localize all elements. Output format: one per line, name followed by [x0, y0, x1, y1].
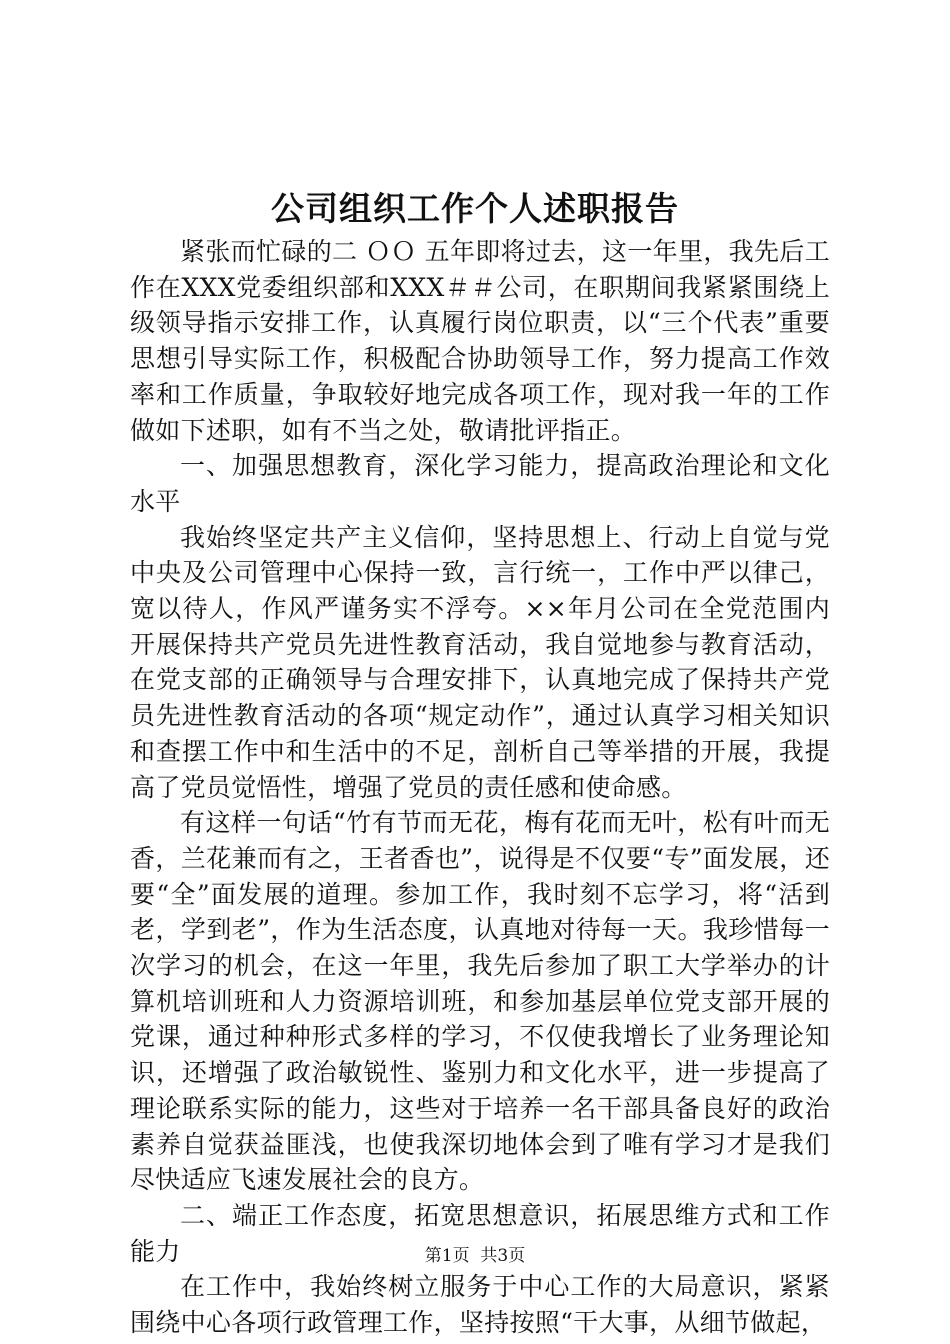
paragraph-work-attitude: 在工作中，我始终树立服务于中心工作的大局意识，紧紧围绕中心各项行政管理工作，坚持按照“干大事，从细节做起，: [130, 1272, 830, 1338]
page-footer: [0, 1244, 950, 1268]
document-body: [130, 234, 830, 1341]
paragraph-intro: 紧张而忙碌的二 ＯＯ 五年即将过去，这一年里，我先后工作在XXX党委组织部和XXX＃＃公司，在职期间我紧紧围绕上级领导指示安排工作，认真履行岗位职责，以“三个代表”重要思想引导实际工作，积极配合协助领导工作，努力提高工作效率和工作质量，争取较好地完成各项工作，现对我一年的工作做如下述职，如有不当之处，敬请批评指正。: [130, 237, 830, 445]
document-title: 公司组织工作个人述职报告: [271, 189, 679, 228]
page-total: 共3页: [480, 1246, 526, 1266]
paragraph-learning: 有这样一句话“竹有节而无花，梅有花而无叶，松有叶而无香，兰花兼而有之，王者香也”，说得是不仅要“专”面发展，还要“全”面发展的道理。参加工作，我时刻不忘学习，将“活到老，学到老”，作为生活态度，认真地对待每一天。我珍惜每一次学习的机会，在这一年里，我先后参加了职工大学举办的计算机培训班和人力资源培训班，和参加基层单位党支部开展的党课，通过种种形式多样的学习，不仅使我增长了业务理论知识，还增强了政治敏锐性、鉴别力和文化水平，进一步提高了理论联系实际的能力，这些对于培养一名干部具备良好的政治素养自觉获益匪浅，也使我深切地体会到了唯有学习才是我们尽快适应飞速发展社会的良方。: [130, 808, 830, 1195]
section-heading-1: 一、加强思想教育，深化学习能力，提高政治理论和文化水平: [130, 451, 830, 516]
section-heading-2: 二、端正工作态度，拓宽思想意识，拓展思维方式和工作能力: [130, 1200, 830, 1266]
paragraph-ideology: 我始终坚定共产主义信仰，坚持思想上、行动上自觉与党中央及公司管理中心保持一致，言行统一，工作中严以律己，宽以待人，作风严谨务实不浮夸。××年月公司在全党范围内开展保持共产党员先进性教育活动，我自觉地参与教育活动，在党支部的正确领导与合理安排下，认真地完成了保持共产党员先进性教育活动的各项“规定动作”，通过认真学习相关知识和查摆工作中和生活中的不足，剖析自己等举措的开展，我提高了党员觉悟性，增强了党员的责任感和使命感。: [130, 522, 830, 802]
page-number: 第1页: [424, 1246, 470, 1266]
footer-separator: [470, 1246, 481, 1266]
